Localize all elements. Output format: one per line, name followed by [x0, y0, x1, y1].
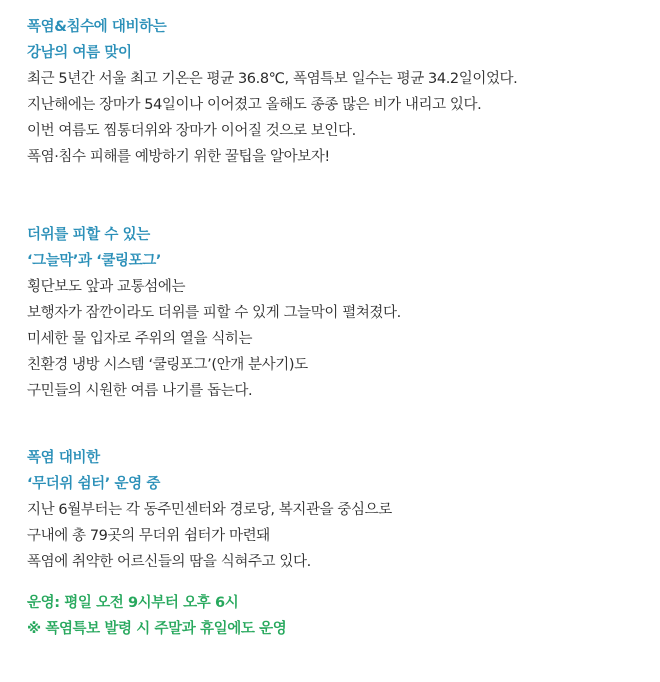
- section-shade-cooling: [27, 222, 660, 404]
- section-heading-line: ‘무더위 쉼터’ 운영 중: [27, 476, 161, 492]
- holiday-operation-note: ※ 폭염특보 발령 시 주말과 휴일에도 운영: [27, 621, 287, 637]
- body-line: 구내에 총 79곳의 무더위 쉼터가 마련돼: [27, 528, 270, 544]
- section-heading-line: 폭염&침수에 대비하는: [27, 19, 167, 35]
- body-line: 폭염에 취약한 어르신들의 땀을 식혀주고 있다.: [27, 554, 311, 570]
- body-line: 지난 6월부터는 각 동주민센터와 경로당, 복지관을 중심으로: [27, 502, 392, 518]
- body-line: 미세한 물 입자로 주위의 열을 식히는: [27, 331, 253, 347]
- section-heading-line: ‘그늘막’과 ‘쿨링포그’: [27, 253, 161, 269]
- section-spacer: [27, 170, 660, 222]
- body-line: 지난해에는 장마가 54일이나 이어졌고 올해도 종종 많은 비가 내리고 있다.: [27, 97, 482, 113]
- section-summer-prep: [27, 14, 660, 170]
- body-line: 친환경 냉방 시스템 ‘쿨링포그’(안개 분사기)도: [27, 357, 308, 373]
- section-spacer: [27, 404, 660, 445]
- body-line: 최근 5년간 서울 최고 기온은 평균 36.8℃, 폭염특보 일수는 평균 34.2일이었다.: [27, 71, 518, 87]
- section-heading-line: 폭염 대비한: [27, 450, 100, 466]
- section-heat-shelter: [27, 445, 660, 642]
- body-line: 구민들의 시원한 여름 나기를 돕는다.: [27, 383, 253, 399]
- body-line: 폭염·침수 피해를 예방하기 위한 꿀팁을 알아보자!: [27, 149, 330, 165]
- section-heading-line: 더위를 피할 수 있는: [27, 227, 150, 243]
- body-line: 횡단보도 앞과 교통섬에는: [27, 279, 186, 295]
- body-line: 보행자가 잠깐이라도 더위를 피할 수 있게 그늘막이 펼쳐졌다.: [27, 305, 401, 321]
- body-line: 이번 여름도 찜통더위와 장마가 이어질 것으로 보인다.: [27, 123, 356, 139]
- operating-hours-note: 운영: 평일 오전 9시부터 오후 6시: [27, 595, 239, 611]
- section-heading-line: 강남의 여름 맞이: [27, 45, 132, 61]
- note-spacer: [27, 575, 660, 590]
